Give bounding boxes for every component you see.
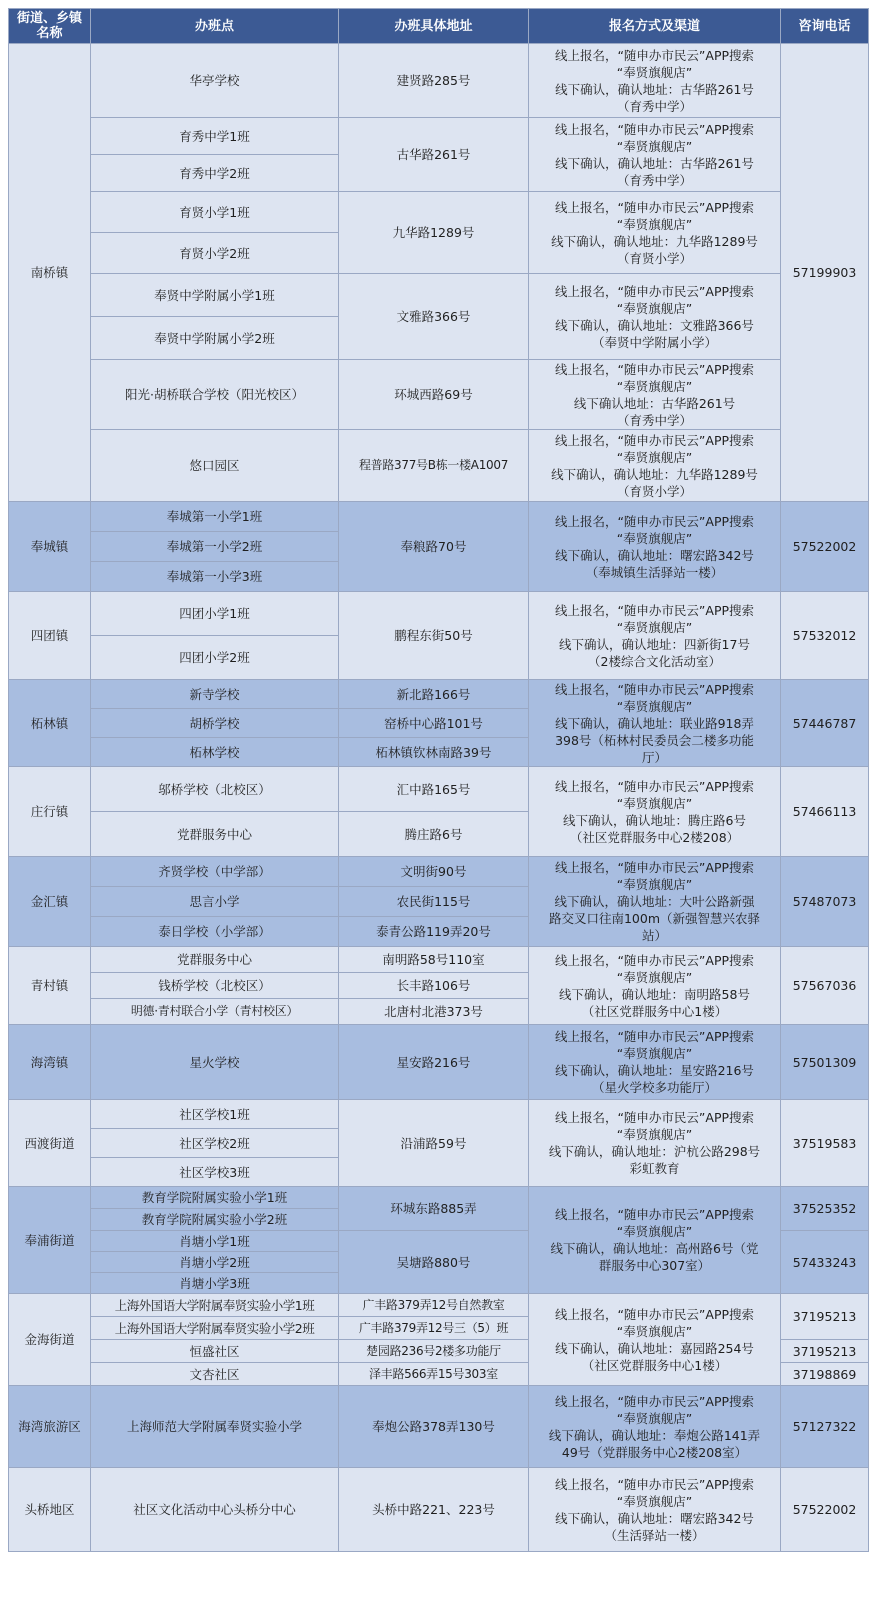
site-address: 新北路166号 xyxy=(339,680,529,709)
header-channel: 报名方式及渠道 xyxy=(529,9,781,44)
table-row xyxy=(9,767,869,812)
table-row xyxy=(9,44,869,118)
site-name: 阳光·胡桥联合学校（阳光校区） xyxy=(91,360,339,430)
site-address: 环城西路69号 xyxy=(339,360,529,430)
table-row xyxy=(9,1100,869,1129)
district-name: 海湾镇 xyxy=(9,1025,91,1100)
site-name: 明德·青村联合小学（青村校区） xyxy=(91,999,339,1025)
site-name: 社区学校2班 xyxy=(91,1129,339,1158)
phone-number: 37519583 xyxy=(781,1100,869,1187)
header-site: 办班点 xyxy=(91,9,339,44)
enrollment-channel: 线上报名，“随申办市民云”APP搜索 “奉贤旗舰店” 线下确认，确认地址：沪杭公路298号 彩虹教育 xyxy=(529,1100,781,1187)
site-address: 环城东路885弄 xyxy=(339,1187,529,1231)
enrollment-channel: 线上报名，“随申办市民云”APP搜索 “奉贤旗舰店” 线下确认，确认地址：大叶公路新强 路交叉口往南100m（新强智慧兴农驿 站） xyxy=(529,857,781,947)
enrollment-channel: 线上报名，“随申办市民云”APP搜索 “奉贤旗舰店” 线下确认，确认地址：南明路58号 （社区党群服务中心1楼） xyxy=(529,947,781,1025)
district-name: 南桥镇 xyxy=(9,44,91,502)
site-name: 肖塘小学3班 xyxy=(91,1273,339,1294)
header-phone: 咨询电话 xyxy=(781,9,869,44)
table-row xyxy=(9,1187,869,1209)
site-name: 胡桥学校 xyxy=(91,709,339,738)
enrollment-channel: 线上报名，“随申办市民云”APP搜索 “奉贤旗舰店” 线下确认，确认地址：四新街17号 （2楼综合文化活动室） xyxy=(529,592,781,680)
site-name: 文杏社区 xyxy=(91,1363,339,1386)
site-address: 汇中路165号 xyxy=(339,767,529,812)
site-name: 钱桥学校（北校区） xyxy=(91,973,339,999)
phone-number: 37195213 xyxy=(781,1294,869,1340)
table-row xyxy=(9,274,869,317)
district-name: 柘林镇 xyxy=(9,680,91,767)
site-address: 沿浦路59号 xyxy=(339,1100,529,1187)
table-row xyxy=(9,502,869,532)
site-name: 育贤小学2班 xyxy=(91,233,339,274)
enrollment-channel: 线上报名，“随申办市民云”APP搜索 “奉贤旗舰店” 线下确认，确认地址：高州路6号（党 群服务中心307室） xyxy=(529,1187,781,1294)
site-name: 柘林学校 xyxy=(91,738,339,767)
enrollment-channel: 线上报名，“随申办市民云”APP搜索 “奉贤旗舰店” 线下确认，确认地址：古华路261号 （育秀中学） xyxy=(529,44,781,118)
site-name: 教育学院附属实验小学2班 xyxy=(91,1209,339,1231)
phone-number: 57199903 xyxy=(781,44,869,502)
phone-number: 37198869 xyxy=(781,1363,869,1386)
site-address: 腾庄路6号 xyxy=(339,812,529,857)
site-address: 建贤路285号 xyxy=(339,44,529,118)
site-name: 党群服务中心 xyxy=(91,947,339,973)
site-name: 四团小学2班 xyxy=(91,636,339,680)
enrollment-table-sheet xyxy=(8,8,868,1552)
site-name: 奉贤中学附属小学2班 xyxy=(91,317,339,360)
enrollment-channel: 线上报名，“随申办市民云”APP搜索 “奉贤旗舰店” 线下确认，确认地址：九华路1289号 （育贤小学） xyxy=(529,430,781,502)
table-row xyxy=(9,1025,869,1100)
enrollment-channel: 线上报名，“随申办市民云”APP搜索 “奉贤旗舰店” 线下确认，确认地址：嘉园路254号 （社区党群服务中心1楼） xyxy=(529,1294,781,1386)
district-name: 青村镇 xyxy=(9,947,91,1025)
table-row xyxy=(9,857,869,887)
table-row xyxy=(9,680,869,709)
table-row xyxy=(9,592,869,636)
site-name: 党群服务中心 xyxy=(91,812,339,857)
site-name: 恒盛社区 xyxy=(91,1340,339,1363)
phone-number: 57567036 xyxy=(781,947,869,1025)
site-name: 奉城第一小学1班 xyxy=(91,502,339,532)
table-row xyxy=(9,118,869,155)
enrollment-channel: 线上报名，“随申办市民云”APP搜索 “奉贤旗舰店” 线下确认，确认地址：曙宏路342号 （奉城镇生活驿站一楼） xyxy=(529,502,781,592)
site-address: 古华路261号 xyxy=(339,118,529,192)
site-address: 程普路377号B栋一楼A1007 xyxy=(339,430,529,502)
site-name: 华亭学校 xyxy=(91,44,339,118)
site-address: 文明街90号 xyxy=(339,857,529,887)
site-name: 奉贤中学附属小学1班 xyxy=(91,274,339,317)
site-name: 社区文化活动中心头桥分中心 xyxy=(91,1468,339,1552)
phone-number: 57127322 xyxy=(781,1386,869,1468)
site-address: 奉炮公路378弄130号 xyxy=(339,1386,529,1468)
site-name: 奉城第一小学3班 xyxy=(91,562,339,592)
site-address: 广丰路379弄12号自然教室 xyxy=(339,1294,529,1317)
phone-number: 57433243 xyxy=(781,1231,869,1294)
phone-number: 57487073 xyxy=(781,857,869,947)
site-name: 育贤小学1班 xyxy=(91,192,339,233)
site-name: 齐贤学校（中学部） xyxy=(91,857,339,887)
site-address: 泽丰路566弄15号303室 xyxy=(339,1363,529,1386)
phone-number: 57522002 xyxy=(781,1468,869,1552)
enrollment-channel: 线上报名，“随申办市民云”APP搜索 “奉贤旗舰店” 线下确认，确认地址：星安路216号 （星火学校多功能厅） xyxy=(529,1025,781,1100)
site-name: 四团小学1班 xyxy=(91,592,339,636)
site-name: 教育学院附属实验小学1班 xyxy=(91,1187,339,1209)
phone-number: 57466113 xyxy=(781,767,869,857)
site-address: 头桥中路221、223号 xyxy=(339,1468,529,1552)
site-name: 邬桥学校（北校区） xyxy=(91,767,339,812)
phone-number: 37195213 xyxy=(781,1340,869,1363)
enrollment-channel: 线上报名，“随申办市民云”APP搜索 “奉贤旗舰店” 线下确认，确认地址：曙宏路342号 （生活驿站一楼） xyxy=(529,1468,781,1552)
enrollment-channel: 线上报名，“随申办市民云”APP搜索 “奉贤旗舰店” 线下确认，确认地址：文雅路366号 （奉贤中学附属小学） xyxy=(529,274,781,360)
header-address: 办班具体地址 xyxy=(339,9,529,44)
site-address: 广丰路379弄12号三（5）班 xyxy=(339,1317,529,1340)
site-address: 吴塘路880号 xyxy=(339,1231,529,1294)
site-name: 星火学校 xyxy=(91,1025,339,1100)
phone-number: 57522002 xyxy=(781,502,869,592)
table-row xyxy=(9,947,869,973)
district-name: 奉城镇 xyxy=(9,502,91,592)
district-name: 庄行镇 xyxy=(9,767,91,857)
enrollment-channel: 线上报名，“随申办市民云”APP搜索 “奉贤旗舰店” 线下确认，确认地址：古华路261号 （育秀中学） xyxy=(529,118,781,192)
site-name: 社区学校3班 xyxy=(91,1158,339,1187)
site-address: 楚园路236号2楼多功能厅 xyxy=(339,1340,529,1363)
site-address: 窑桥中心路101号 xyxy=(339,709,529,738)
site-name: 育秀中学2班 xyxy=(91,155,339,192)
district-name: 头桥地区 xyxy=(9,1468,91,1552)
site-name: 上海外国语大学附属奉贤实验小学1班 xyxy=(91,1294,339,1317)
phone-number: 57532012 xyxy=(781,592,869,680)
site-address: 泰青公路119弄20号 xyxy=(339,917,529,947)
phone-number: 57501309 xyxy=(781,1025,869,1100)
site-name: 上海师范大学附属奉贤实验小学 xyxy=(91,1386,339,1468)
site-name: 悠口园区 xyxy=(91,430,339,502)
site-address: 农民街115号 xyxy=(339,887,529,917)
table-row xyxy=(9,430,869,502)
site-name: 思言小学 xyxy=(91,887,339,917)
site-name: 肖塘小学1班 xyxy=(91,1231,339,1252)
site-name: 育秀中学1班 xyxy=(91,118,339,155)
enrollment-channel: 线上报名，“随申办市民云”APP搜索 “奉贤旗舰店” 线下确认地址：古华路261号 （育秀中学） xyxy=(529,360,781,430)
enrollment-channel: 线上报名，“随申办市民云”APP搜索 “奉贤旗舰店” 线下确认，确认地址：腾庄路6号 （社区党群服务中心2楼208） xyxy=(529,767,781,857)
site-address: 北唐村北港373号 xyxy=(339,999,529,1025)
header-district: 街道、乡镇名称 xyxy=(9,9,91,44)
site-name: 肖塘小学2班 xyxy=(91,1252,339,1273)
district-name: 四团镇 xyxy=(9,592,91,680)
district-name: 金汇镇 xyxy=(9,857,91,947)
enrollment-channel: 线上报名，“随申办市民云”APP搜索 “奉贤旗舰店” 线下确认，确认地址：九华路1289号 （育贤小学） xyxy=(529,192,781,274)
site-address: 柘林镇钦林南路39号 xyxy=(339,738,529,767)
site-address: 长丰路106号 xyxy=(339,973,529,999)
table-row xyxy=(9,1468,869,1552)
district-name: 海湾旅游区 xyxy=(9,1386,91,1468)
site-address: 奉粮路70号 xyxy=(339,502,529,592)
district-name: 金海街道 xyxy=(9,1294,91,1386)
table-row xyxy=(9,192,869,233)
site-name: 泰日学校（小学部） xyxy=(91,917,339,947)
table-header-row xyxy=(9,9,869,44)
enrollment-channel: 线上报名，“随申办市民云”APP搜索 “奉贤旗舰店” 线下确认，确认地址：奉炮公路141弄 49号（党群服务中心2楼208室） xyxy=(529,1386,781,1468)
district-name: 奉浦街道 xyxy=(9,1187,91,1294)
site-name: 上海外国语大学附属奉贤实验小学2班 xyxy=(91,1317,339,1340)
site-address: 南明路58号110室 xyxy=(339,947,529,973)
enrollment-channel: 线上报名，“随申办市民云”APP搜索 “奉贤旗舰店” 线下确认，确认地址：联业路918弄 398号（柘林村民委员会二楼多功能 厅） xyxy=(529,680,781,767)
phone-number: 57446787 xyxy=(781,680,869,767)
site-address: 九华路1289号 xyxy=(339,192,529,274)
district-name: 西渡街道 xyxy=(9,1100,91,1187)
site-address: 星安路216号 xyxy=(339,1025,529,1100)
site-name: 奉城第一小学2班 xyxy=(91,532,339,562)
site-name: 新寺学校 xyxy=(91,680,339,709)
site-name: 社区学校1班 xyxy=(91,1100,339,1129)
phone-number: 37525352 xyxy=(781,1187,869,1231)
table-row xyxy=(9,360,869,430)
site-address: 鹏程东街50号 xyxy=(339,592,529,680)
enrollment-table xyxy=(8,8,869,1552)
table-row xyxy=(9,1294,869,1317)
table-row xyxy=(9,1386,869,1468)
site-address: 文雅路366号 xyxy=(339,274,529,360)
